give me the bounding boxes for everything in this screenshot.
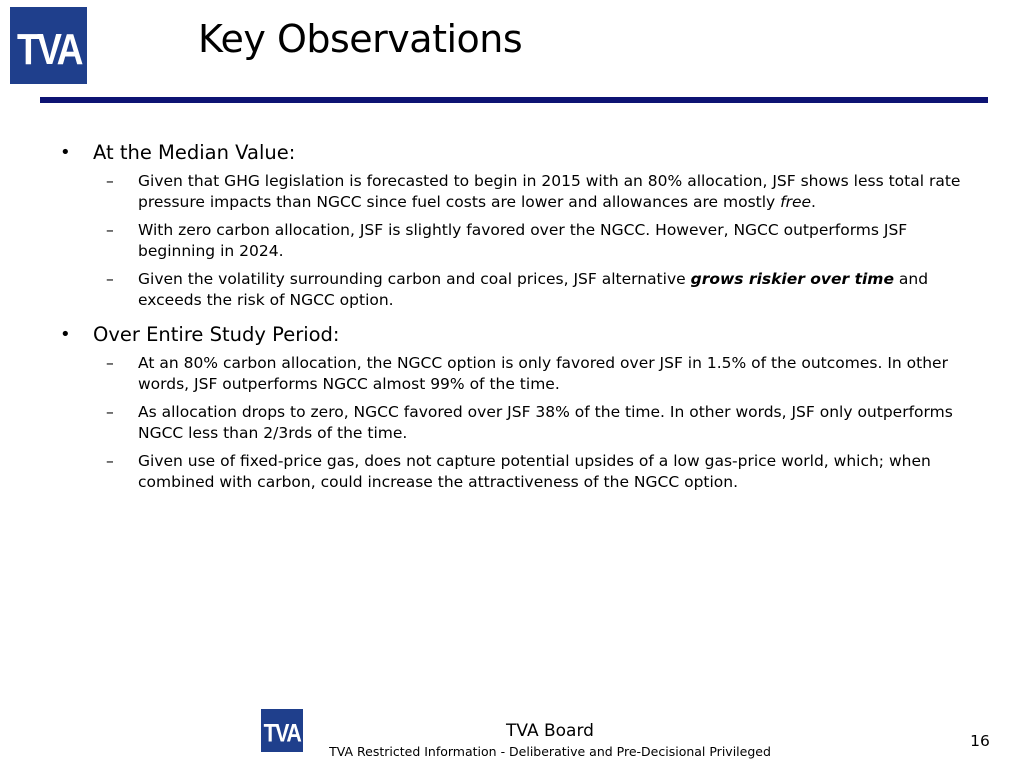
tva-logo: [10, 7, 87, 84]
dash-icon: –: [106, 354, 114, 372]
bullet-icon: •: [60, 324, 71, 345]
section-heading-text: Over Entire Study Period:: [93, 323, 340, 346]
footer-board-label: TVA Board: [506, 721, 594, 741]
dash-icon: –: [106, 270, 114, 288]
list-item-emphasis: free: [780, 192, 812, 211]
list-item-text: Given that GHG legislation is forecasted to begin in 2015 with an 80% allocation, JSF shows less total rate pressure impacts than NGCC since fuel costs are lower and allowances are mostly: [138, 172, 961, 211]
list-item: [0, 451, 1024, 492]
list-item: [0, 353, 1024, 394]
list-item-emphasis: grows riskier over time: [690, 270, 894, 288]
list-item: [0, 220, 1024, 261]
page-number: 16: [970, 732, 990, 750]
dash-icon: –: [106, 403, 114, 421]
slide-body: [0, 140, 1024, 500]
dash-icon: –: [106, 172, 114, 190]
list-item: [0, 171, 1024, 212]
svg-text:TVA: TVA: [16, 24, 83, 74]
dash-icon: –: [106, 452, 114, 470]
list-item: [0, 402, 1024, 443]
page-title: Key Observations: [198, 17, 523, 61]
list-item-text: As allocation drops to zero, NGCC favored over JSF 38% of the time. In other words, JSF only outperforms NGCC less than 2/3rds of the time.: [138, 403, 953, 442]
footer-tva-logo-mark: [263, 718, 302, 747]
list-item-text-end: .: [811, 192, 816, 211]
list-item-text: With zero carbon allocation, JSF is slightly favored over the NGCC. However, NGCC outperforms JSF beginning in 2024.: [138, 221, 908, 260]
list-item-text: At an 80% carbon allocation, the NGCC option is only favored over JSF in 1.5% of the outcomes. In other words, JSF outperforms NGCC almost 99% of the time.: [138, 354, 948, 393]
tva-logo-mark: [16, 24, 83, 74]
list-item-text-end: and exceeds the risk of NGCC option.: [138, 270, 929, 309]
title-divider: [40, 97, 988, 103]
list-item: [0, 269, 1024, 310]
dash-icon: –: [106, 221, 114, 239]
section-heading: [0, 140, 1024, 166]
svg-text:TVA: TVA: [263, 718, 302, 747]
bullet-icon: •: [60, 142, 71, 163]
list-item-text: Given use of fixed-price gas, does not capture potential upsides of a low gas-price world, which; when combined with carbon, could increase the attractiveness of the NGCC option.: [138, 452, 931, 491]
list-item-text: Given the volatility surrounding carbon and coal prices, JSF alternative: [138, 270, 691, 288]
section-heading-text: At the Median Value:: [93, 141, 296, 164]
footer-tva-logo: [261, 709, 303, 752]
section-heading: [0, 322, 1024, 348]
footer-classification: TVA Restricted Information - Deliberative and Pre-Decisional Privileged: [329, 744, 771, 759]
